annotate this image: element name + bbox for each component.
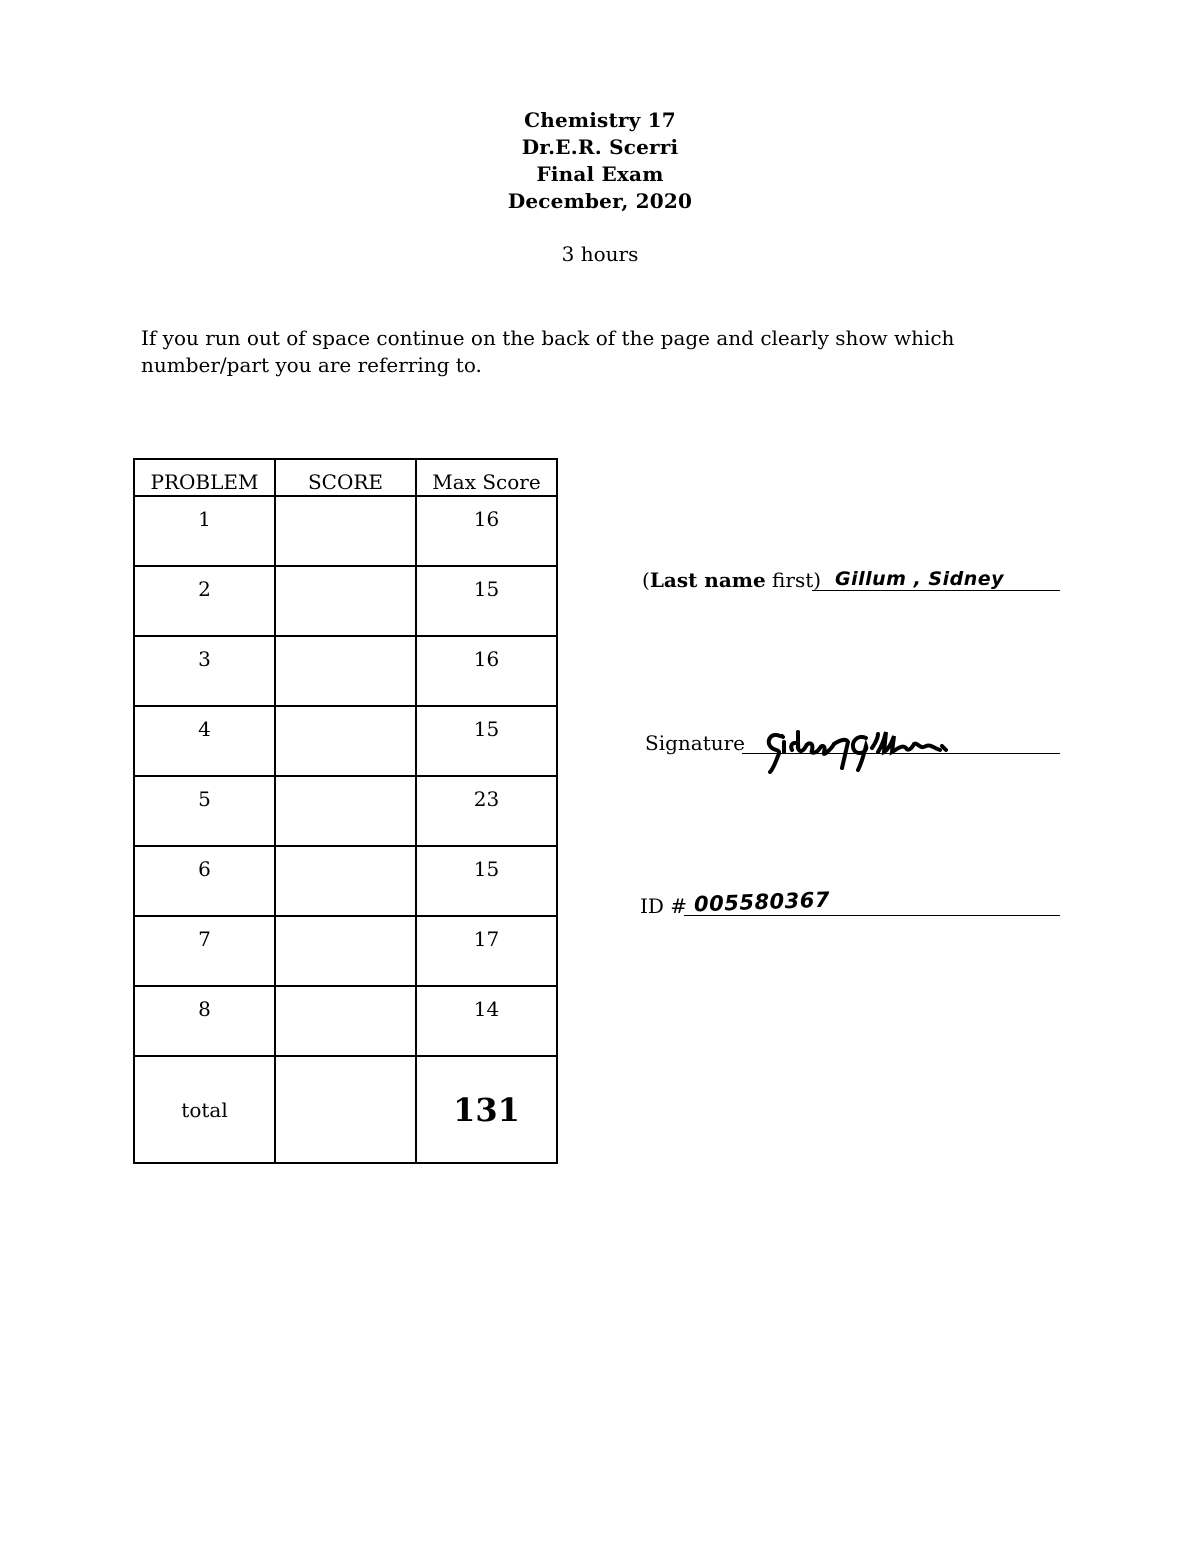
max-score-cell: 16 — [416, 496, 557, 566]
signature-image[interactable] — [762, 728, 957, 774]
exam-header — [0, 107, 1200, 267]
max-score-cell: 15 — [416, 566, 557, 636]
table-row — [134, 846, 557, 916]
max-score-cell: 14 — [416, 986, 557, 1056]
problem-number: 6 — [134, 846, 275, 916]
column-header-problem: PROBLEM — [134, 459, 275, 496]
score-cell[interactable] — [275, 496, 416, 566]
problem-number: 1 — [134, 496, 275, 566]
score-table — [133, 458, 558, 1164]
course-title: Chemistry 17 — [524, 108, 676, 132]
name-label-rest: first) — [765, 568, 822, 592]
score-cell[interactable] — [275, 636, 416, 706]
score-cell[interactable] — [275, 776, 416, 846]
total-label: total — [134, 1056, 275, 1163]
score-cell[interactable] — [275, 706, 416, 776]
id-field-label: ID # — [640, 894, 688, 918]
column-header-score: SCORE — [275, 459, 416, 496]
problem-number: 3 — [134, 636, 275, 706]
score-cell[interactable] — [275, 846, 416, 916]
exam-name: Final Exam — [536, 162, 664, 186]
table-row — [134, 496, 557, 566]
name-handwritten-value[interactable]: Gillum , Sidney — [835, 568, 1004, 590]
total-row — [134, 1056, 557, 1163]
total-max-score: 131 — [416, 1056, 557, 1163]
table-header-row — [134, 459, 557, 496]
instructor-name: Dr.E.R. Scerri — [521, 135, 679, 159]
name-underline — [812, 590, 1060, 591]
id-handwritten-value[interactable]: 005580367 — [693, 887, 831, 917]
name-label-open: ( — [642, 568, 650, 592]
signature-field-label: Signature — [645, 731, 746, 755]
score-cell[interactable] — [275, 916, 416, 986]
name-label-bold: Last name — [649, 568, 766, 592]
exam-duration: 3 hours — [561, 242, 639, 266]
table-row — [134, 986, 557, 1056]
table-row — [134, 916, 557, 986]
table-row — [134, 566, 557, 636]
max-score-cell: 15 — [416, 846, 557, 916]
problem-number: 5 — [134, 776, 275, 846]
problem-number: 2 — [134, 566, 275, 636]
exam-date: December, 2020 — [507, 189, 693, 213]
table-row — [134, 776, 557, 846]
total-score-cell[interactable] — [275, 1056, 416, 1163]
problem-number: 4 — [134, 706, 275, 776]
problem-number: 7 — [134, 916, 275, 986]
table-row — [134, 706, 557, 776]
table-row — [134, 636, 557, 706]
max-score-cell: 23 — [416, 776, 557, 846]
name-field-label — [642, 567, 821, 593]
max-score-cell: 16 — [416, 636, 557, 706]
problem-number: 8 — [134, 986, 275, 1056]
max-score-cell: 17 — [416, 916, 557, 986]
score-cell[interactable] — [275, 566, 416, 636]
column-header-max-score: Max Score — [416, 459, 557, 496]
score-cell[interactable] — [275, 986, 416, 1056]
max-score-cell: 15 — [416, 706, 557, 776]
instructions-text: If you run out of space continue on the back of the page and clearly show which number/part you are referring to. — [141, 326, 955, 377]
id-underline — [684, 915, 1060, 916]
